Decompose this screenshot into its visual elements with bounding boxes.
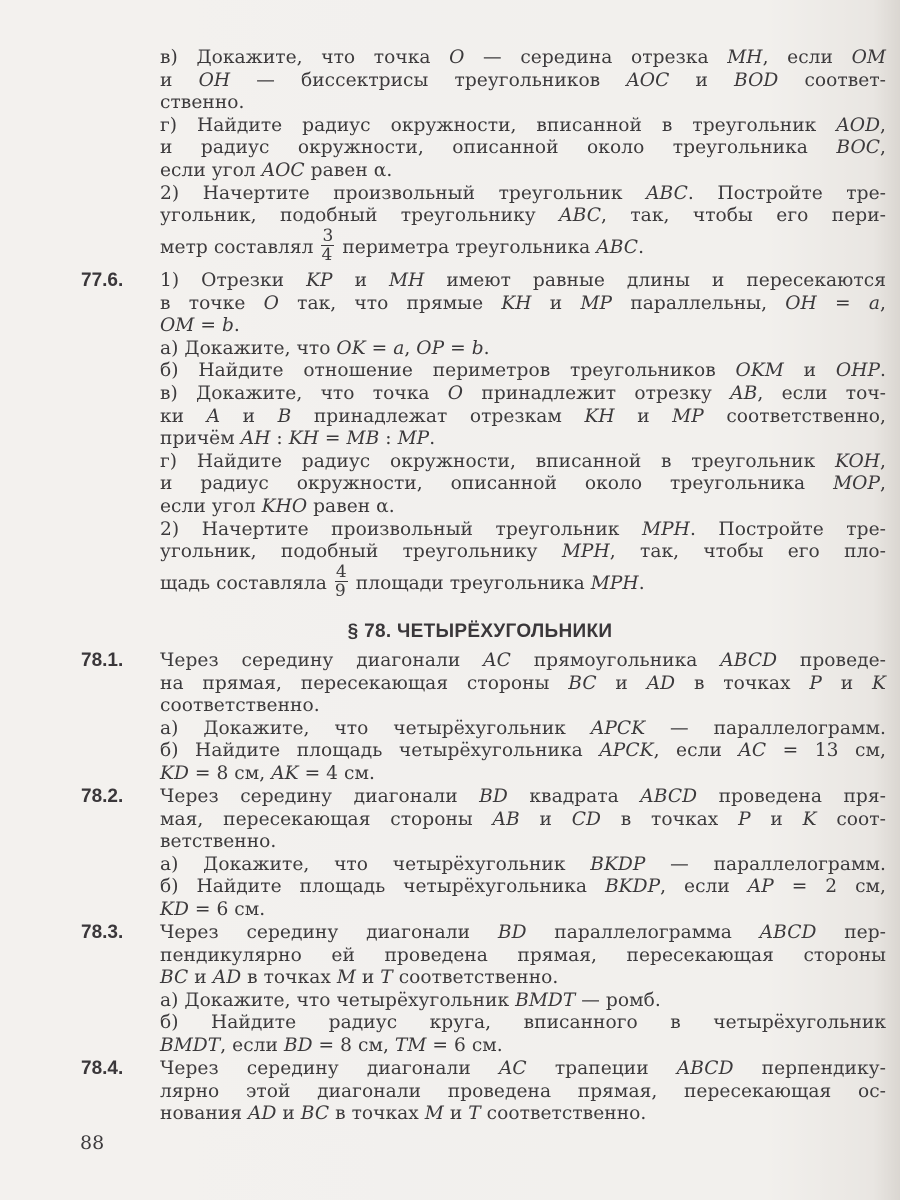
- text-line: в точке O так, что прямые KH и MP параллельны, OH = a,: [160, 292, 886, 314]
- text-line: б) Найдите радиус круга, вписанного в четырёхугольник: [160, 1012, 886, 1034]
- text-line: щадь составляла $\frac{4}{9}$ площади треугольника MPH.: [160, 562, 645, 602]
- text-line: ственно.: [160, 92, 245, 114]
- text-line: угольник, подобный треугольнику ABC, так, чтобы его пери-: [160, 205, 886, 227]
- problem-number: 78.1.: [81, 650, 124, 671]
- text-line: в) Докажите, что точка O — середина отрезка MH, если OM: [160, 47, 886, 68]
- problem-number: 78.3.: [81, 922, 124, 943]
- text-line: а) Докажите, что четырёхугольник BMDT — ромб.: [160, 989, 661, 1011]
- text-line: если угол KHO равен α.: [160, 495, 395, 517]
- text-line: BC и AD в точках M и T соответственно.: [160, 967, 559, 989]
- text-line: KD = 6 см.: [160, 898, 266, 920]
- problem-77-6: [160, 270, 886, 604]
- problem-number: 77.6.: [81, 270, 124, 291]
- problem-continuation: [160, 47, 886, 268]
- text-line: и OH — биссектрисы треугольников AOC и BOD соответ-: [160, 69, 886, 91]
- problem-78-2: [160, 786, 886, 922]
- text-line: угольник, подобный треугольнику MPH, так, чтобы его пло-: [160, 541, 886, 563]
- problem-number: 78.4.: [81, 1058, 124, 1079]
- text-line: 1) Отрезки KP и MH имеют равные длины и пересекаются: [160, 270, 886, 291]
- text-line: б) Найдите площадь четырёхугольника APCK, если AC = 13 см,: [160, 740, 886, 762]
- text-line: ветственно.: [160, 831, 277, 853]
- text-line: и радиус окружности, описанной около треугольника BOC,: [160, 137, 886, 159]
- text-line: соответственно.: [160, 695, 320, 717]
- text-line: г) Найдите радиус окружности, вписанной в треугольник AOD,: [160, 114, 886, 136]
- page-number: 88: [80, 1132, 105, 1154]
- text-line: Через середину диагонали AC трапеции ABCD перпендику-: [160, 1058, 886, 1079]
- text-line: 2) Начертите произвольный треугольник ABC. Постройте тре-: [160, 182, 886, 204]
- text-line: 2) Начертите произвольный треугольник MPH. Постройте тре-: [160, 518, 886, 540]
- section-title: § 78. ЧЕТЫРЁХУГОЛЬНИКИ: [347, 621, 613, 642]
- text-line: Через середину диагонали AC прямоугольника ABCD проведе-: [160, 650, 887, 671]
- text-line: на прямая, пересекающая стороны BC и AD в точках P и K: [160, 672, 886, 694]
- text-line: мая, пересекающая стороны AB и CD в точках P и K соот-: [160, 808, 886, 830]
- text-line: Через середину диагонали BD квадрата ABCD проведена пря-: [160, 786, 886, 807]
- text-line: а) Докажите, что четырёхугольник BKDP — параллелограмм.: [160, 853, 886, 875]
- text-line: г) Найдите радиус окружности, вписанной в треугольник KOH,: [160, 450, 886, 472]
- text-line: в) Докажите, что точка O принадлежит отрезку AB, если точ-: [160, 382, 886, 404]
- text-line: метр составлял $\frac{3}{4}$ периметра треугольника ABC.: [160, 226, 645, 266]
- problem-78-4: [160, 1058, 886, 1126]
- text-line: OM = b.: [160, 315, 240, 337]
- problem-number: 78.2.: [81, 786, 124, 807]
- text-line: а) Докажите, что четырёхугольник APCK — параллелограмм.: [160, 717, 886, 739]
- fraction: $\frac{4}{9}$: [334, 562, 347, 602]
- text-line: лярно этой диагонали проведена прямая, пересекающая ос-: [160, 1080, 886, 1102]
- text-line: а) Докажите, что OK = a, OP = b.: [160, 337, 490, 359]
- text-line: ки A и B принадлежат отрезкам KH и MP соответственно,: [160, 405, 886, 427]
- fraction: $\frac{3}{4}$: [321, 226, 334, 266]
- text-line: и радиус окружности, описанной около треугольника MOP,: [160, 473, 886, 495]
- text-line: пендикулярно ей проведена прямая, пересекающая стороны: [160, 944, 886, 966]
- text-line: KD = 8 см, AK = 4 см.: [160, 762, 375, 784]
- text-line: если угол AOC равен α.: [160, 159, 393, 181]
- text-line: Через середину диагонали BD параллелограмма ABCD пер-: [160, 922, 886, 943]
- problem-78-3: [160, 922, 886, 1058]
- text-line: причём AH : KH = MB : MP.: [160, 428, 436, 450]
- text-line: б) Найдите площадь четырёхугольника BKDP, если AP = 2 см,: [160, 876, 887, 898]
- text-line: б) Найдите отношение периметров треугольников OKM и OHP.: [160, 360, 886, 382]
- text-line: нования AD и BC в точках M и T соответственно.: [160, 1103, 647, 1125]
- problem-78-1: [160, 650, 886, 786]
- text-line: BMDT, если BD = 8 см, TM = 6 см.: [160, 1034, 503, 1056]
